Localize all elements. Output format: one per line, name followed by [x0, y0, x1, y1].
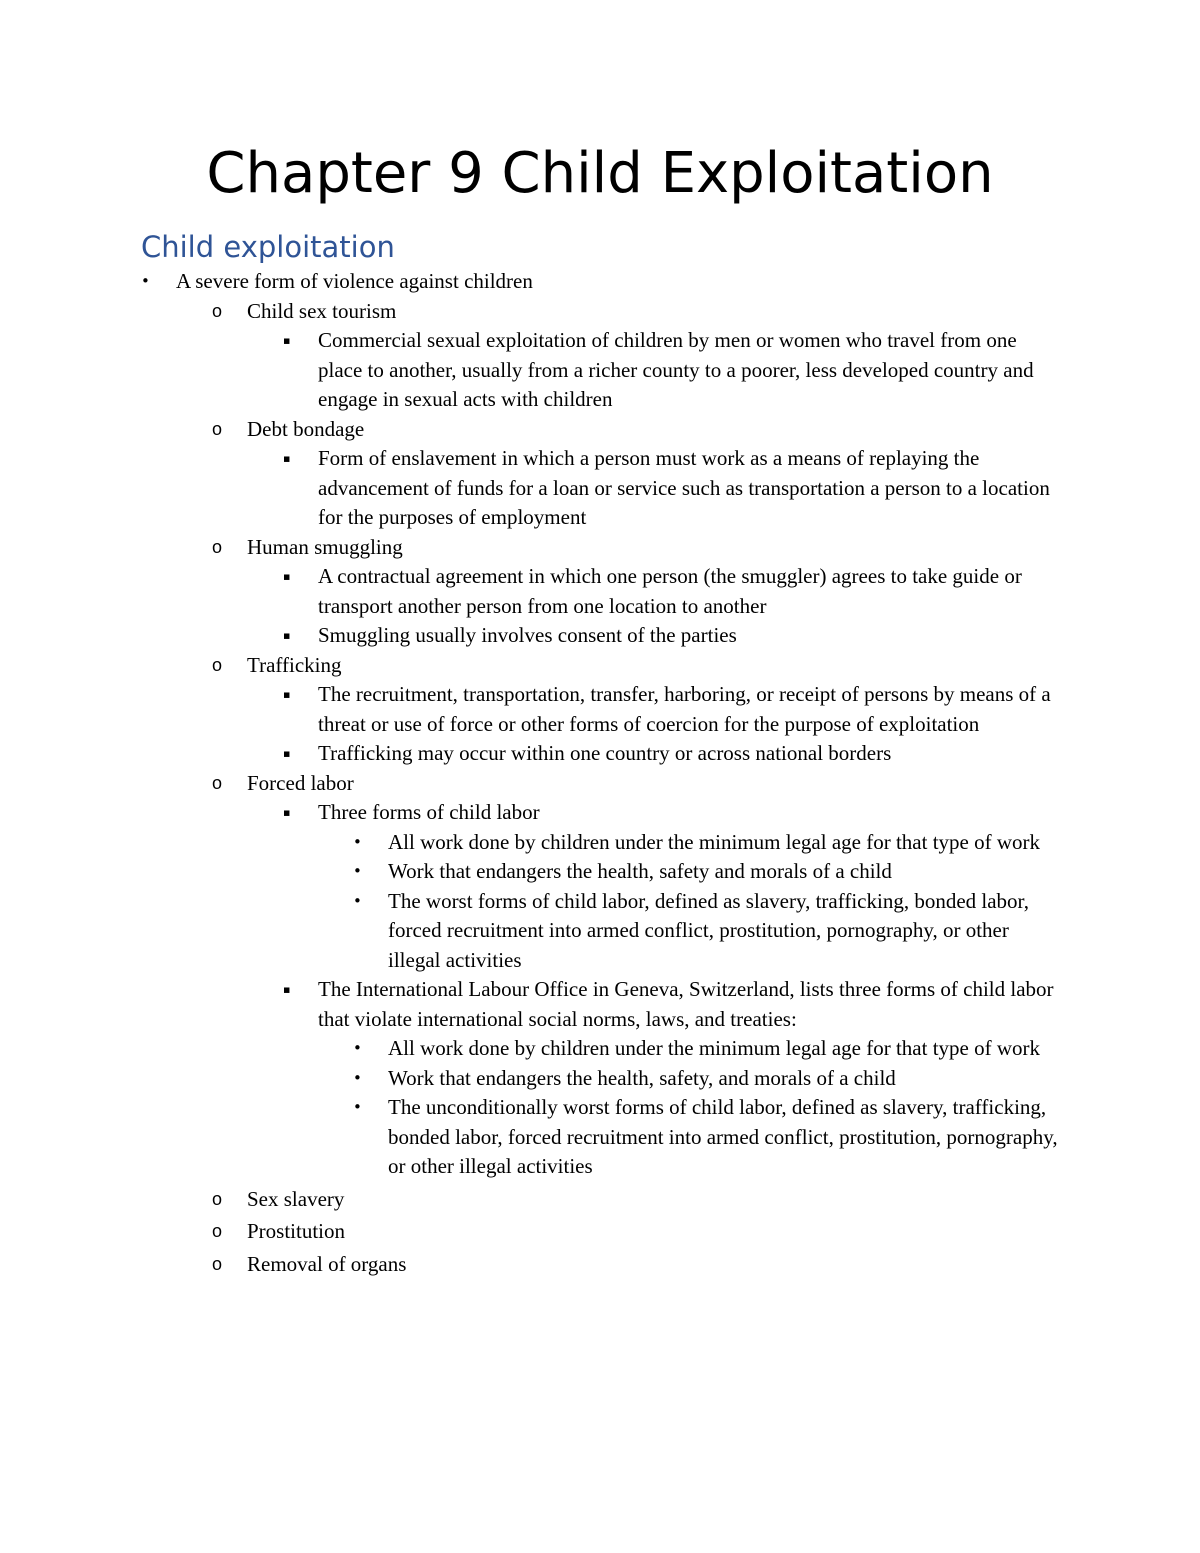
list-item [0, 1093, 1200, 1182]
list-item-text: Work that endangers the health, safety and morals of a child [388, 859, 892, 883]
list-item-text: The worst forms of child labor, defined as slavery, trafficking, bonded labor, forced recruitment into armed conflict, prostitution, pornography, or other illegal activities [388, 888, 1029, 972]
square-marker: ▪ [283, 570, 291, 583]
circle-marker: o [212, 300, 223, 321]
list-item [0, 1250, 1200, 1280]
list-item-text: Prostitution [247, 1219, 346, 1243]
list-item [0, 1064, 1200, 1094]
list-item [0, 739, 1200, 769]
square-marker: ▪ [283, 983, 291, 996]
list-item-text: Debt bondage [247, 416, 365, 441]
list-item-text: Trafficking [247, 652, 342, 677]
list-item-text: A contractual agreement in which one person (the smuggler) agrees to take guide or transport another person from one location to another [318, 564, 1022, 618]
list-item [0, 297, 1200, 327]
circle-marker: o [212, 536, 223, 557]
list-item [0, 798, 1200, 828]
section-heading: Child exploitation [141, 230, 395, 264]
circle-marker: o [212, 418, 223, 439]
circle-marker: o [212, 772, 223, 793]
list-item-text: A severe form of violence against children [176, 269, 533, 293]
list-item [0, 975, 1200, 1034]
list-item-text: The recruitment, transportation, transfer, harboring, or receipt of persons by means of a threat or use of force or other forms of coercion for the purpose of exploitation [318, 682, 1051, 736]
circle-marker: o [212, 1253, 223, 1274]
outline-list [0, 267, 1200, 1279]
list-item [0, 769, 1200, 799]
circle-marker: o [212, 1221, 223, 1241]
list-item-text: Smuggling usually involves consent of the parties [318, 623, 737, 647]
square-marker: ▪ [283, 334, 291, 347]
list-item-text: Removal of organs [247, 1251, 407, 1276]
list-item [0, 1217, 1200, 1247]
list-item [0, 621, 1200, 651]
bullet-marker: • [353, 862, 362, 880]
list-item-text: Work that endangers the health, safety, and morals of a child [388, 1065, 896, 1090]
bullet-marker: • [353, 1098, 362, 1116]
list-item-text: All work done by children under the minimum legal age for that type of work [388, 1036, 1040, 1060]
list-item [0, 326, 1200, 415]
list-item [0, 267, 1200, 297]
square-marker: ▪ [283, 629, 291, 642]
bullet-marker: • [353, 832, 362, 851]
bullet-marker: • [353, 1068, 362, 1087]
list-item-text: Form of enslavement in which a person must work as a means of replaying the advancement of funds for a loan or service such as transportation a person to a location for the purposes of employment [318, 446, 1050, 529]
square-marker: ▪ [283, 747, 291, 760]
list-item-text: All work done by children under the minimum legal age for that type of work [388, 829, 1040, 854]
bullet-marker: • [353, 891, 362, 910]
circle-marker: o [212, 654, 223, 675]
list-item-text: The unconditionally worst forms of child labor, defined as slavery, trafficking, bonded labor, forced recruitment into armed conflict, prostitution, pornography, or other illegal activities [388, 1095, 1058, 1178]
list-item-text: Sex slavery [247, 1186, 345, 1211]
list-item [0, 680, 1200, 739]
bullet-marker: • [141, 272, 150, 290]
list-item [0, 533, 1200, 563]
page-title: Chapter 9 Child Exploitation [206, 141, 994, 206]
list-item [0, 1034, 1200, 1064]
list-item-text: Child sex tourism [247, 298, 397, 323]
list-item [0, 562, 1200, 621]
circle-marker: o [212, 1188, 223, 1209]
square-marker: ▪ [283, 452, 291, 465]
list-item [0, 1185, 1200, 1215]
list-item [0, 857, 1200, 887]
list-item [0, 444, 1200, 533]
square-marker: ▪ [283, 688, 291, 701]
list-item [0, 415, 1200, 445]
bullet-marker: • [353, 1039, 362, 1057]
list-item-text: Commercial sexual exploitation of children by men or women who travel from one place to another, usually from a richer county to a poorer, less developed country and engage in sexual acts with children [318, 328, 1034, 411]
list-item-text: Forced labor [247, 770, 354, 795]
list-item [0, 651, 1200, 681]
list-item-text: Human smuggling [247, 534, 403, 559]
list-item-text: The International Labour Office in Geneva, Switzerland, lists three forms of child labor that violate international social norms, laws, and treaties: [318, 977, 1054, 1031]
list-item-text: Three forms of child labor [318, 800, 540, 824]
list-item [0, 828, 1200, 858]
square-marker: ▪ [283, 806, 291, 819]
list-item-text: Trafficking may occur within one country or across national borders [318, 741, 892, 765]
list-item [0, 887, 1200, 976]
